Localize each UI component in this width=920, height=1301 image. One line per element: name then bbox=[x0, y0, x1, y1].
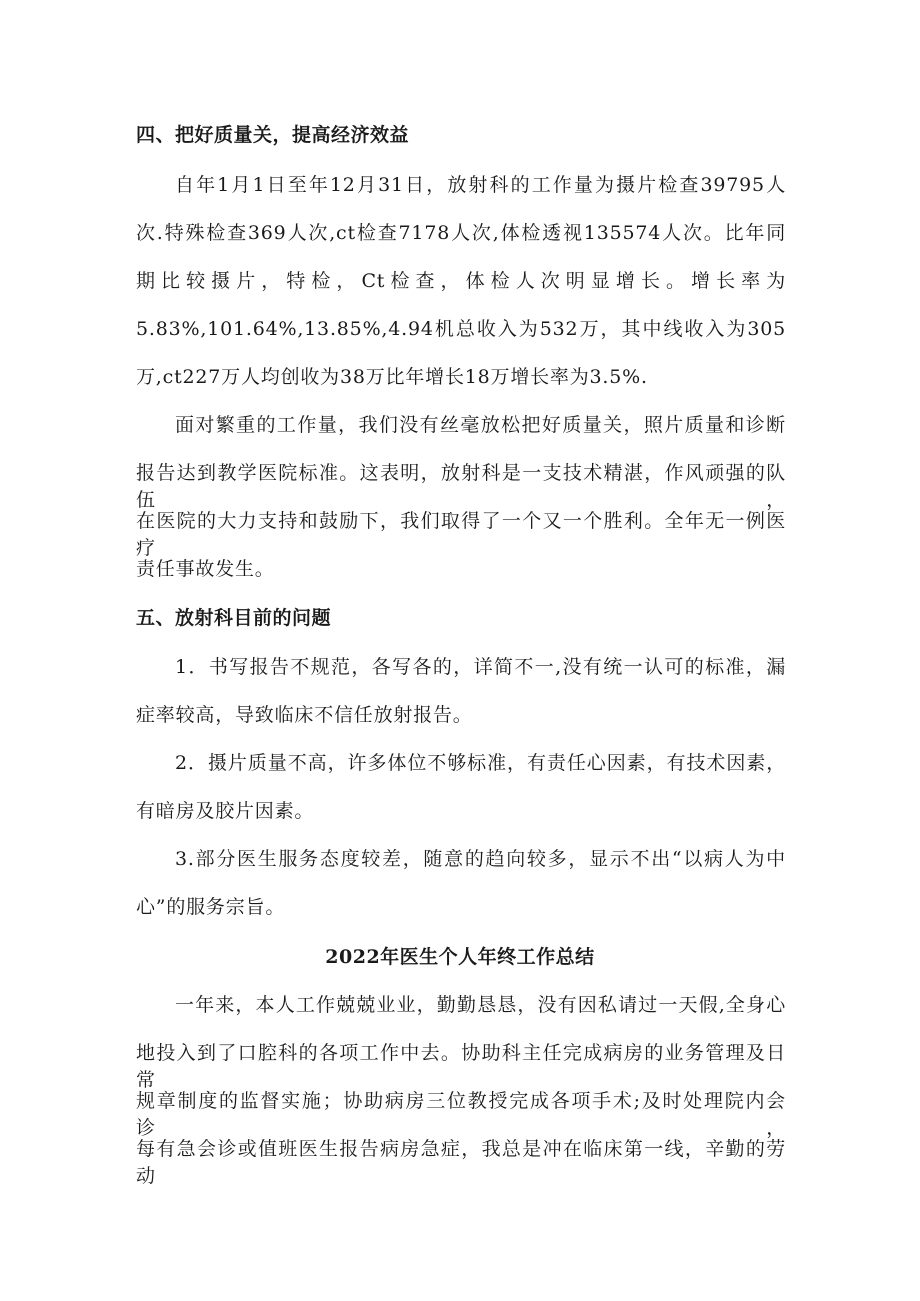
paragraph-line: 责任事故发生。 bbox=[136, 558, 275, 580]
paragraph-line: 报告达到教学医院标准。这表明，放射科是一支技术精湛，作风顽强的队伍， bbox=[136, 462, 786, 511]
list-item-line: 3.部分医生服务态度较差，随意的趋向较多，显示不出“以病人为中 bbox=[175, 848, 786, 870]
section-heading-quality: 四、把好质量关，提高经济效益 bbox=[136, 124, 410, 146]
paragraph-line: 规章制度的监督实施；协助病房三位教授完成各项手术;及时处理院内会诊， bbox=[136, 1090, 786, 1139]
paragraph-line: 次.特殊检查369人次,ct检查7178人次,体检透视135574人次。比年同 bbox=[136, 222, 786, 244]
section-heading-problems: 五、放射科目前的问题 bbox=[136, 607, 332, 629]
paragraph-line: 一年来，本人工作兢兢业业，勤勤恳恳，没有因私请过一天假,全身心 bbox=[175, 994, 786, 1016]
list-item-line: 心”的服务宗旨。 bbox=[136, 896, 286, 918]
paragraph-line: 面对繁重的工作量，我们没有丝毫放松把好质量关，照片质量和诊断 bbox=[175, 414, 786, 436]
paragraph-line: 地投入到了口腔科的各项工作中去。协助科主任完成病房的业务管理及日常 bbox=[136, 1042, 786, 1091]
list-item-line: 症率较高，导致临床不信任放射报告。 bbox=[136, 704, 473, 726]
list-item-line: 有暗房及胶片因素。 bbox=[136, 800, 315, 822]
list-item-line: 1．书写报告不规范，各写各的，详简不一,没有统一认可的标准，漏 bbox=[175, 656, 786, 678]
list-item-line: 2．摄片质量不高，许多体位不够标准，有责任心因素，有技术因素， bbox=[175, 752, 786, 774]
document-title: 2022年医生个人年终工作总结 bbox=[325, 946, 595, 968]
paragraph-line: 万,ct227万人均创收为38万比年增长18万增长率为3.5%. bbox=[136, 366, 648, 388]
paragraph-line: 每有急会诊或值班医生报告病房急症，我总是冲在临床第一线，辛勤的劳动 bbox=[136, 1138, 786, 1187]
paragraph-line: 期比较摄片，特检，Ct检查，体检人次明显增长。增长率为 bbox=[136, 270, 786, 292]
paragraph-line: 自年1月1日至年12月31日，放射科的工作量为摄片检查39795人 bbox=[175, 174, 786, 196]
paragraph-line: 5.83%,101.64%,13.85%,4.94机总收入为532万，其中线收入为305 bbox=[136, 318, 786, 340]
paragraph-line: 在医院的大力支持和鼓励下，我们取得了一个又一个胜利。全年无一例医疗 bbox=[136, 510, 786, 559]
